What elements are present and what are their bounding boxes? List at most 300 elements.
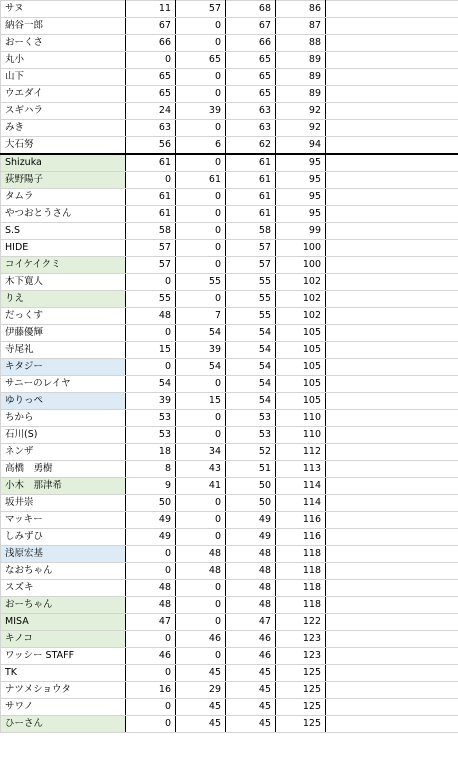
rank-cell[interactable]: 112 (276, 444, 326, 461)
score-a-cell[interactable]: 48 (126, 597, 176, 614)
rank-cell[interactable]: 102 (276, 274, 326, 291)
total-cell[interactable]: 51 (226, 461, 276, 478)
score-a-cell[interactable]: 9 (126, 478, 176, 495)
rank-cell[interactable]: 88 (276, 35, 326, 52)
score-b-cell[interactable]: 39 (176, 342, 226, 359)
name-cell[interactable]: おーくさ (1, 35, 126, 52)
score-a-cell[interactable]: 0 (126, 665, 176, 682)
name-cell[interactable]: マッキー (1, 512, 126, 529)
total-cell[interactable]: 55 (226, 308, 276, 325)
empty-cell[interactable] (326, 478, 458, 495)
score-a-cell[interactable]: 0 (126, 52, 176, 69)
score-b-cell[interactable]: 45 (176, 699, 226, 716)
total-cell[interactable]: 48 (226, 563, 276, 580)
rank-cell[interactable]: 114 (276, 495, 326, 512)
table-row (1, 274, 458, 291)
score-b-cell[interactable]: 15 (176, 393, 226, 410)
score-a-cell[interactable]: 18 (126, 444, 176, 461)
score-a-cell[interactable]: 49 (126, 529, 176, 546)
total-cell[interactable]: 62 (226, 137, 276, 155)
empty-cell[interactable] (326, 308, 458, 325)
score-b-cell[interactable]: 54 (176, 325, 226, 342)
rank-cell[interactable]: 87 (276, 18, 326, 35)
total-cell[interactable]: 66 (226, 35, 276, 52)
score-b-cell[interactable]: 39 (176, 103, 226, 120)
score-a-cell[interactable]: 65 (126, 69, 176, 86)
rank-cell[interactable]: 95 (276, 206, 326, 223)
total-cell[interactable]: 54 (226, 376, 276, 393)
empty-cell[interactable] (326, 495, 458, 512)
rank-cell[interactable]: 123 (276, 631, 326, 648)
table-row (1, 35, 458, 52)
score-b-cell[interactable]: 61 (176, 172, 226, 189)
total-cell[interactable]: 48 (226, 597, 276, 614)
total-cell[interactable]: 55 (226, 274, 276, 291)
total-cell[interactable]: 45 (226, 716, 276, 733)
name-cell[interactable]: キノコ (1, 631, 126, 648)
empty-cell[interactable] (326, 699, 458, 716)
empty-cell[interactable] (326, 546, 458, 563)
name-cell[interactable]: 伊藤優輝 (1, 325, 126, 342)
name-cell[interactable]: サワノ (1, 699, 126, 716)
score-a-cell[interactable]: 39 (126, 393, 176, 410)
score-b-cell[interactable]: 0 (176, 189, 226, 206)
score-a-cell[interactable]: 0 (126, 359, 176, 376)
table-row (1, 223, 458, 240)
name-cell[interactable]: タムラ (1, 189, 126, 206)
rank-cell[interactable]: 102 (276, 308, 326, 325)
score-b-cell[interactable]: 48 (176, 563, 226, 580)
score-b-cell[interactable]: 57 (176, 1, 226, 18)
score-a-cell[interactable]: 48 (126, 580, 176, 597)
rank-cell[interactable]: 105 (276, 342, 326, 359)
table-row (1, 716, 458, 733)
score-b-cell[interactable]: 0 (176, 376, 226, 393)
name-cell[interactable]: HIDE (1, 240, 126, 257)
empty-cell[interactable] (326, 359, 458, 376)
name-cell[interactable]: ウエダイ (1, 86, 126, 103)
score-a-cell[interactable]: 58 (126, 223, 176, 240)
empty-cell[interactable] (326, 18, 458, 35)
rank-cell[interactable]: 123 (276, 648, 326, 665)
score-b-cell[interactable]: 0 (176, 206, 226, 223)
rank-cell[interactable]: 118 (276, 563, 326, 580)
score-b-cell[interactable]: 45 (176, 716, 226, 733)
rank-cell[interactable]: 125 (276, 699, 326, 716)
rank-cell[interactable]: 95 (276, 172, 326, 189)
empty-cell[interactable] (326, 52, 458, 69)
rank-cell[interactable]: 95 (276, 189, 326, 206)
table-row (1, 257, 458, 274)
total-cell[interactable]: 52 (226, 444, 276, 461)
rank-cell[interactable]: 92 (276, 120, 326, 137)
score-b-cell[interactable]: 0 (176, 529, 226, 546)
rank-cell[interactable]: 118 (276, 597, 326, 614)
score-b-cell[interactable]: 0 (176, 427, 226, 444)
score-b-cell[interactable]: 54 (176, 359, 226, 376)
table-row (1, 427, 458, 444)
table-row (1, 154, 458, 172)
name-cell[interactable]: ナツメショウタ (1, 682, 126, 699)
score-b-cell[interactable]: 41 (176, 478, 226, 495)
score-b-cell[interactable]: 6 (176, 137, 226, 155)
name-cell[interactable]: Shizuka (1, 154, 126, 172)
name-cell[interactable]: おーちゃん (1, 597, 126, 614)
score-a-cell[interactable]: 65 (126, 86, 176, 103)
total-cell[interactable]: 46 (226, 631, 276, 648)
score-a-cell[interactable]: 67 (126, 18, 176, 35)
rank-cell[interactable]: 116 (276, 529, 326, 546)
rank-cell[interactable]: 89 (276, 69, 326, 86)
empty-cell[interactable] (326, 410, 458, 427)
name-cell[interactable]: 浅原宏基 (1, 546, 126, 563)
rank-cell[interactable]: 105 (276, 325, 326, 342)
rank-cell[interactable]: 86 (276, 1, 326, 18)
name-cell[interactable]: 寺尾礼 (1, 342, 126, 359)
table-row (1, 291, 458, 308)
table-row (1, 478, 458, 495)
name-cell[interactable]: やつおとうさん (1, 206, 126, 223)
total-cell[interactable]: 47 (226, 614, 276, 631)
rank-cell[interactable]: 118 (276, 580, 326, 597)
rank-cell[interactable]: 125 (276, 716, 326, 733)
name-cell[interactable]: 丸小 (1, 52, 126, 69)
score-b-cell[interactable]: 0 (176, 35, 226, 52)
score-b-cell[interactable]: 0 (176, 18, 226, 35)
name-cell[interactable]: 納谷一郎 (1, 18, 126, 35)
score-a-cell[interactable]: 16 (126, 682, 176, 699)
name-cell[interactable]: 高橋 勇樹 (1, 461, 126, 478)
score-b-cell[interactable]: 0 (176, 69, 226, 86)
score-a-cell[interactable]: 0 (126, 274, 176, 291)
rank-cell[interactable]: 105 (276, 359, 326, 376)
score-a-cell[interactable]: 0 (126, 563, 176, 580)
name-cell[interactable]: 小木 那津希 (1, 478, 126, 495)
score-a-cell[interactable]: 0 (126, 325, 176, 342)
empty-cell[interactable] (326, 444, 458, 461)
score-a-cell[interactable]: 49 (126, 512, 176, 529)
name-cell[interactable]: スズキ (1, 580, 126, 597)
rank-cell[interactable]: 94 (276, 137, 326, 155)
total-cell[interactable]: 50 (226, 495, 276, 512)
empty-cell[interactable] (326, 376, 458, 393)
name-cell[interactable]: ちから (1, 410, 126, 427)
table-row (1, 580, 458, 597)
table-row (1, 103, 458, 120)
table-row (1, 563, 458, 580)
rank-cell[interactable]: 102 (276, 291, 326, 308)
table-row (1, 597, 458, 614)
score-a-cell[interactable]: 11 (126, 1, 176, 18)
total-cell[interactable]: 49 (226, 512, 276, 529)
rank-cell[interactable]: 99 (276, 223, 326, 240)
table-row (1, 189, 458, 206)
total-cell[interactable]: 61 (226, 172, 276, 189)
empty-cell[interactable] (326, 35, 458, 52)
rank-cell[interactable]: 118 (276, 546, 326, 563)
rank-cell[interactable]: 122 (276, 614, 326, 631)
score-a-cell[interactable]: 54 (126, 376, 176, 393)
total-cell[interactable]: 54 (226, 325, 276, 342)
total-cell[interactable]: 45 (226, 682, 276, 699)
empty-cell[interactable] (326, 682, 458, 699)
table-row (1, 699, 458, 716)
score-a-cell[interactable]: 66 (126, 35, 176, 52)
score-b-cell[interactable]: 46 (176, 631, 226, 648)
score-a-cell[interactable]: 56 (126, 137, 176, 155)
total-cell[interactable]: 54 (226, 393, 276, 410)
score-a-cell[interactable]: 61 (126, 189, 176, 206)
rank-cell[interactable]: 89 (276, 52, 326, 69)
empty-cell[interactable] (326, 137, 458, 155)
rank-cell[interactable]: 105 (276, 393, 326, 410)
score-b-cell[interactable]: 65 (176, 52, 226, 69)
score-b-cell[interactable]: 55 (176, 274, 226, 291)
score-a-cell[interactable]: 55 (126, 291, 176, 308)
empty-cell[interactable] (326, 291, 458, 308)
score-b-cell[interactable]: 0 (176, 580, 226, 597)
name-cell[interactable]: 木下寛人 (1, 274, 126, 291)
score-b-cell[interactable]: 0 (176, 223, 226, 240)
score-b-cell[interactable]: 34 (176, 444, 226, 461)
name-cell[interactable]: ひーさん (1, 716, 126, 733)
total-cell[interactable]: 61 (226, 206, 276, 223)
empty-cell[interactable] (326, 427, 458, 444)
score-a-cell[interactable]: 24 (126, 103, 176, 120)
empty-cell[interactable] (326, 325, 458, 342)
empty-cell[interactable] (326, 597, 458, 614)
empty-cell[interactable] (326, 614, 458, 631)
total-cell[interactable]: 55 (226, 291, 276, 308)
rank-cell[interactable]: 100 (276, 240, 326, 257)
score-b-cell[interactable]: 0 (176, 240, 226, 257)
score-b-cell[interactable]: 0 (176, 86, 226, 103)
empty-cell[interactable] (326, 393, 458, 410)
empty-cell[interactable] (326, 189, 458, 206)
empty-cell[interactable] (326, 512, 458, 529)
empty-cell[interactable] (326, 103, 458, 120)
total-cell[interactable]: 65 (226, 86, 276, 103)
total-cell[interactable]: 53 (226, 427, 276, 444)
empty-cell[interactable] (326, 154, 458, 172)
score-b-cell[interactable]: 43 (176, 461, 226, 478)
rank-cell[interactable]: 105 (276, 376, 326, 393)
table-row (1, 1, 458, 18)
name-cell[interactable]: りえ (1, 291, 126, 308)
total-cell[interactable]: 67 (226, 18, 276, 35)
score-a-cell[interactable]: 61 (126, 154, 176, 172)
score-a-cell[interactable]: 61 (126, 206, 176, 223)
score-b-cell[interactable]: 0 (176, 120, 226, 137)
score-b-cell[interactable]: 0 (176, 154, 226, 172)
score-a-cell[interactable]: 48 (126, 308, 176, 325)
empty-cell[interactable] (326, 563, 458, 580)
name-cell[interactable]: ネンザ (1, 444, 126, 461)
total-cell[interactable]: 61 (226, 154, 276, 172)
total-cell[interactable]: 65 (226, 69, 276, 86)
table-row (1, 308, 458, 325)
rank-cell[interactable]: 113 (276, 461, 326, 478)
score-b-cell[interactable]: 7 (176, 308, 226, 325)
table-row (1, 69, 458, 86)
score-b-cell[interactable]: 0 (176, 410, 226, 427)
total-cell[interactable]: 63 (226, 103, 276, 120)
empty-cell[interactable] (326, 274, 458, 291)
name-cell[interactable]: 大石努 (1, 137, 126, 155)
score-a-cell[interactable]: 0 (126, 699, 176, 716)
score-b-cell[interactable]: 0 (176, 597, 226, 614)
total-cell[interactable]: 54 (226, 359, 276, 376)
name-cell[interactable]: 山下 (1, 69, 126, 86)
rank-cell[interactable]: 114 (276, 478, 326, 495)
empty-cell[interactable] (326, 631, 458, 648)
total-cell[interactable]: 49 (226, 529, 276, 546)
table-row (1, 682, 458, 699)
score-a-cell[interactable]: 47 (126, 614, 176, 631)
name-cell[interactable]: スギハラ (1, 103, 126, 120)
score-a-cell[interactable]: 57 (126, 240, 176, 257)
name-cell[interactable]: ゆりっぺ (1, 393, 126, 410)
score-a-cell[interactable]: 0 (126, 631, 176, 648)
empty-cell[interactable] (326, 223, 458, 240)
table-body (1, 1, 458, 733)
table-row (1, 325, 458, 342)
name-cell[interactable]: なおちゃん (1, 563, 126, 580)
table-row (1, 86, 458, 103)
score-a-cell[interactable]: 15 (126, 342, 176, 359)
table-row (1, 172, 458, 189)
table-row (1, 444, 458, 461)
score-b-cell[interactable]: 0 (176, 291, 226, 308)
name-cell[interactable]: MISA (1, 614, 126, 631)
rank-cell[interactable]: 110 (276, 427, 326, 444)
name-cell[interactable]: コイケイクミ (1, 257, 126, 274)
table-row (1, 665, 458, 682)
name-cell[interactable]: だっくす (1, 308, 126, 325)
empty-cell[interactable] (326, 580, 458, 597)
score-b-cell[interactable]: 0 (176, 257, 226, 274)
table-row (1, 18, 458, 35)
empty-cell[interactable] (326, 342, 458, 359)
score-a-cell[interactable]: 53 (126, 410, 176, 427)
empty-cell[interactable] (326, 120, 458, 137)
empty-cell[interactable] (326, 86, 458, 103)
rank-cell[interactable]: 125 (276, 665, 326, 682)
rank-cell[interactable]: 89 (276, 86, 326, 103)
table-row (1, 631, 458, 648)
name-cell[interactable]: ワッシー STAFF (1, 648, 126, 665)
table-row (1, 120, 458, 137)
empty-cell[interactable] (326, 716, 458, 733)
total-cell[interactable]: 53 (226, 410, 276, 427)
name-cell[interactable]: キタジー (1, 359, 126, 376)
total-cell[interactable]: 63 (226, 120, 276, 137)
total-cell[interactable]: 48 (226, 580, 276, 597)
table-row (1, 359, 458, 376)
total-cell[interactable]: 57 (226, 257, 276, 274)
score-b-cell[interactable]: 0 (176, 648, 226, 665)
name-cell[interactable]: 荻野陽子 (1, 172, 126, 189)
empty-cell[interactable] (326, 648, 458, 665)
name-cell[interactable]: TK (1, 665, 126, 682)
rank-cell[interactable]: 116 (276, 512, 326, 529)
table-row (1, 529, 458, 546)
table-row (1, 648, 458, 665)
score-a-cell[interactable]: 8 (126, 461, 176, 478)
table-row (1, 393, 458, 410)
empty-cell[interactable] (326, 240, 458, 257)
score-b-cell[interactable]: 45 (176, 665, 226, 682)
score-a-cell[interactable]: 57 (126, 257, 176, 274)
rank-cell[interactable]: 100 (276, 257, 326, 274)
name-cell[interactable]: みき (1, 120, 126, 137)
score-b-cell[interactable]: 48 (176, 546, 226, 563)
score-a-cell[interactable]: 0 (126, 716, 176, 733)
rank-cell[interactable]: 95 (276, 154, 326, 172)
table-row (1, 240, 458, 257)
table-row (1, 546, 458, 563)
name-cell[interactable]: サニーのレイヤ (1, 376, 126, 393)
table-row (1, 614, 458, 631)
total-cell[interactable]: 57 (226, 240, 276, 257)
name-cell[interactable]: S.S (1, 223, 126, 240)
total-cell[interactable]: 54 (226, 342, 276, 359)
empty-cell[interactable] (326, 206, 458, 223)
name-cell[interactable]: サヌ (1, 1, 126, 18)
score-a-cell[interactable]: 46 (126, 648, 176, 665)
score-a-cell[interactable]: 63 (126, 120, 176, 137)
score-a-cell[interactable]: 0 (126, 172, 176, 189)
rank-cell[interactable]: 125 (276, 682, 326, 699)
table-row (1, 512, 458, 529)
table-row (1, 137, 458, 155)
table-row (1, 461, 458, 478)
score-b-cell[interactable]: 0 (176, 495, 226, 512)
rank-cell[interactable]: 92 (276, 103, 326, 120)
score-a-cell[interactable]: 53 (126, 427, 176, 444)
name-cell[interactable]: 坂井崇 (1, 495, 126, 512)
total-cell[interactable]: 65 (226, 52, 276, 69)
total-cell[interactable]: 50 (226, 478, 276, 495)
empty-cell[interactable] (326, 172, 458, 189)
score-a-cell[interactable]: 50 (126, 495, 176, 512)
score-b-cell[interactable]: 0 (176, 614, 226, 631)
rank-cell[interactable]: 110 (276, 410, 326, 427)
score-b-cell[interactable]: 29 (176, 682, 226, 699)
total-cell[interactable]: 58 (226, 223, 276, 240)
score-a-cell[interactable]: 0 (126, 546, 176, 563)
empty-cell[interactable] (326, 257, 458, 274)
total-cell[interactable]: 45 (226, 665, 276, 682)
total-cell[interactable]: 46 (226, 648, 276, 665)
empty-cell[interactable] (326, 665, 458, 682)
table-row (1, 376, 458, 393)
empty-cell[interactable] (326, 1, 458, 18)
table-row (1, 52, 458, 69)
empty-cell[interactable] (326, 529, 458, 546)
empty-cell[interactable] (326, 69, 458, 86)
total-cell[interactable]: 68 (226, 1, 276, 18)
total-cell[interactable]: 61 (226, 189, 276, 206)
score-b-cell[interactable]: 0 (176, 512, 226, 529)
table-row (1, 495, 458, 512)
empty-cell[interactable] (326, 461, 458, 478)
total-cell[interactable]: 45 (226, 699, 276, 716)
table-row (1, 410, 458, 427)
name-cell[interactable]: 石川(S) (1, 427, 126, 444)
name-cell[interactable]: しみずひ (1, 529, 126, 546)
total-cell[interactable]: 48 (226, 546, 276, 563)
